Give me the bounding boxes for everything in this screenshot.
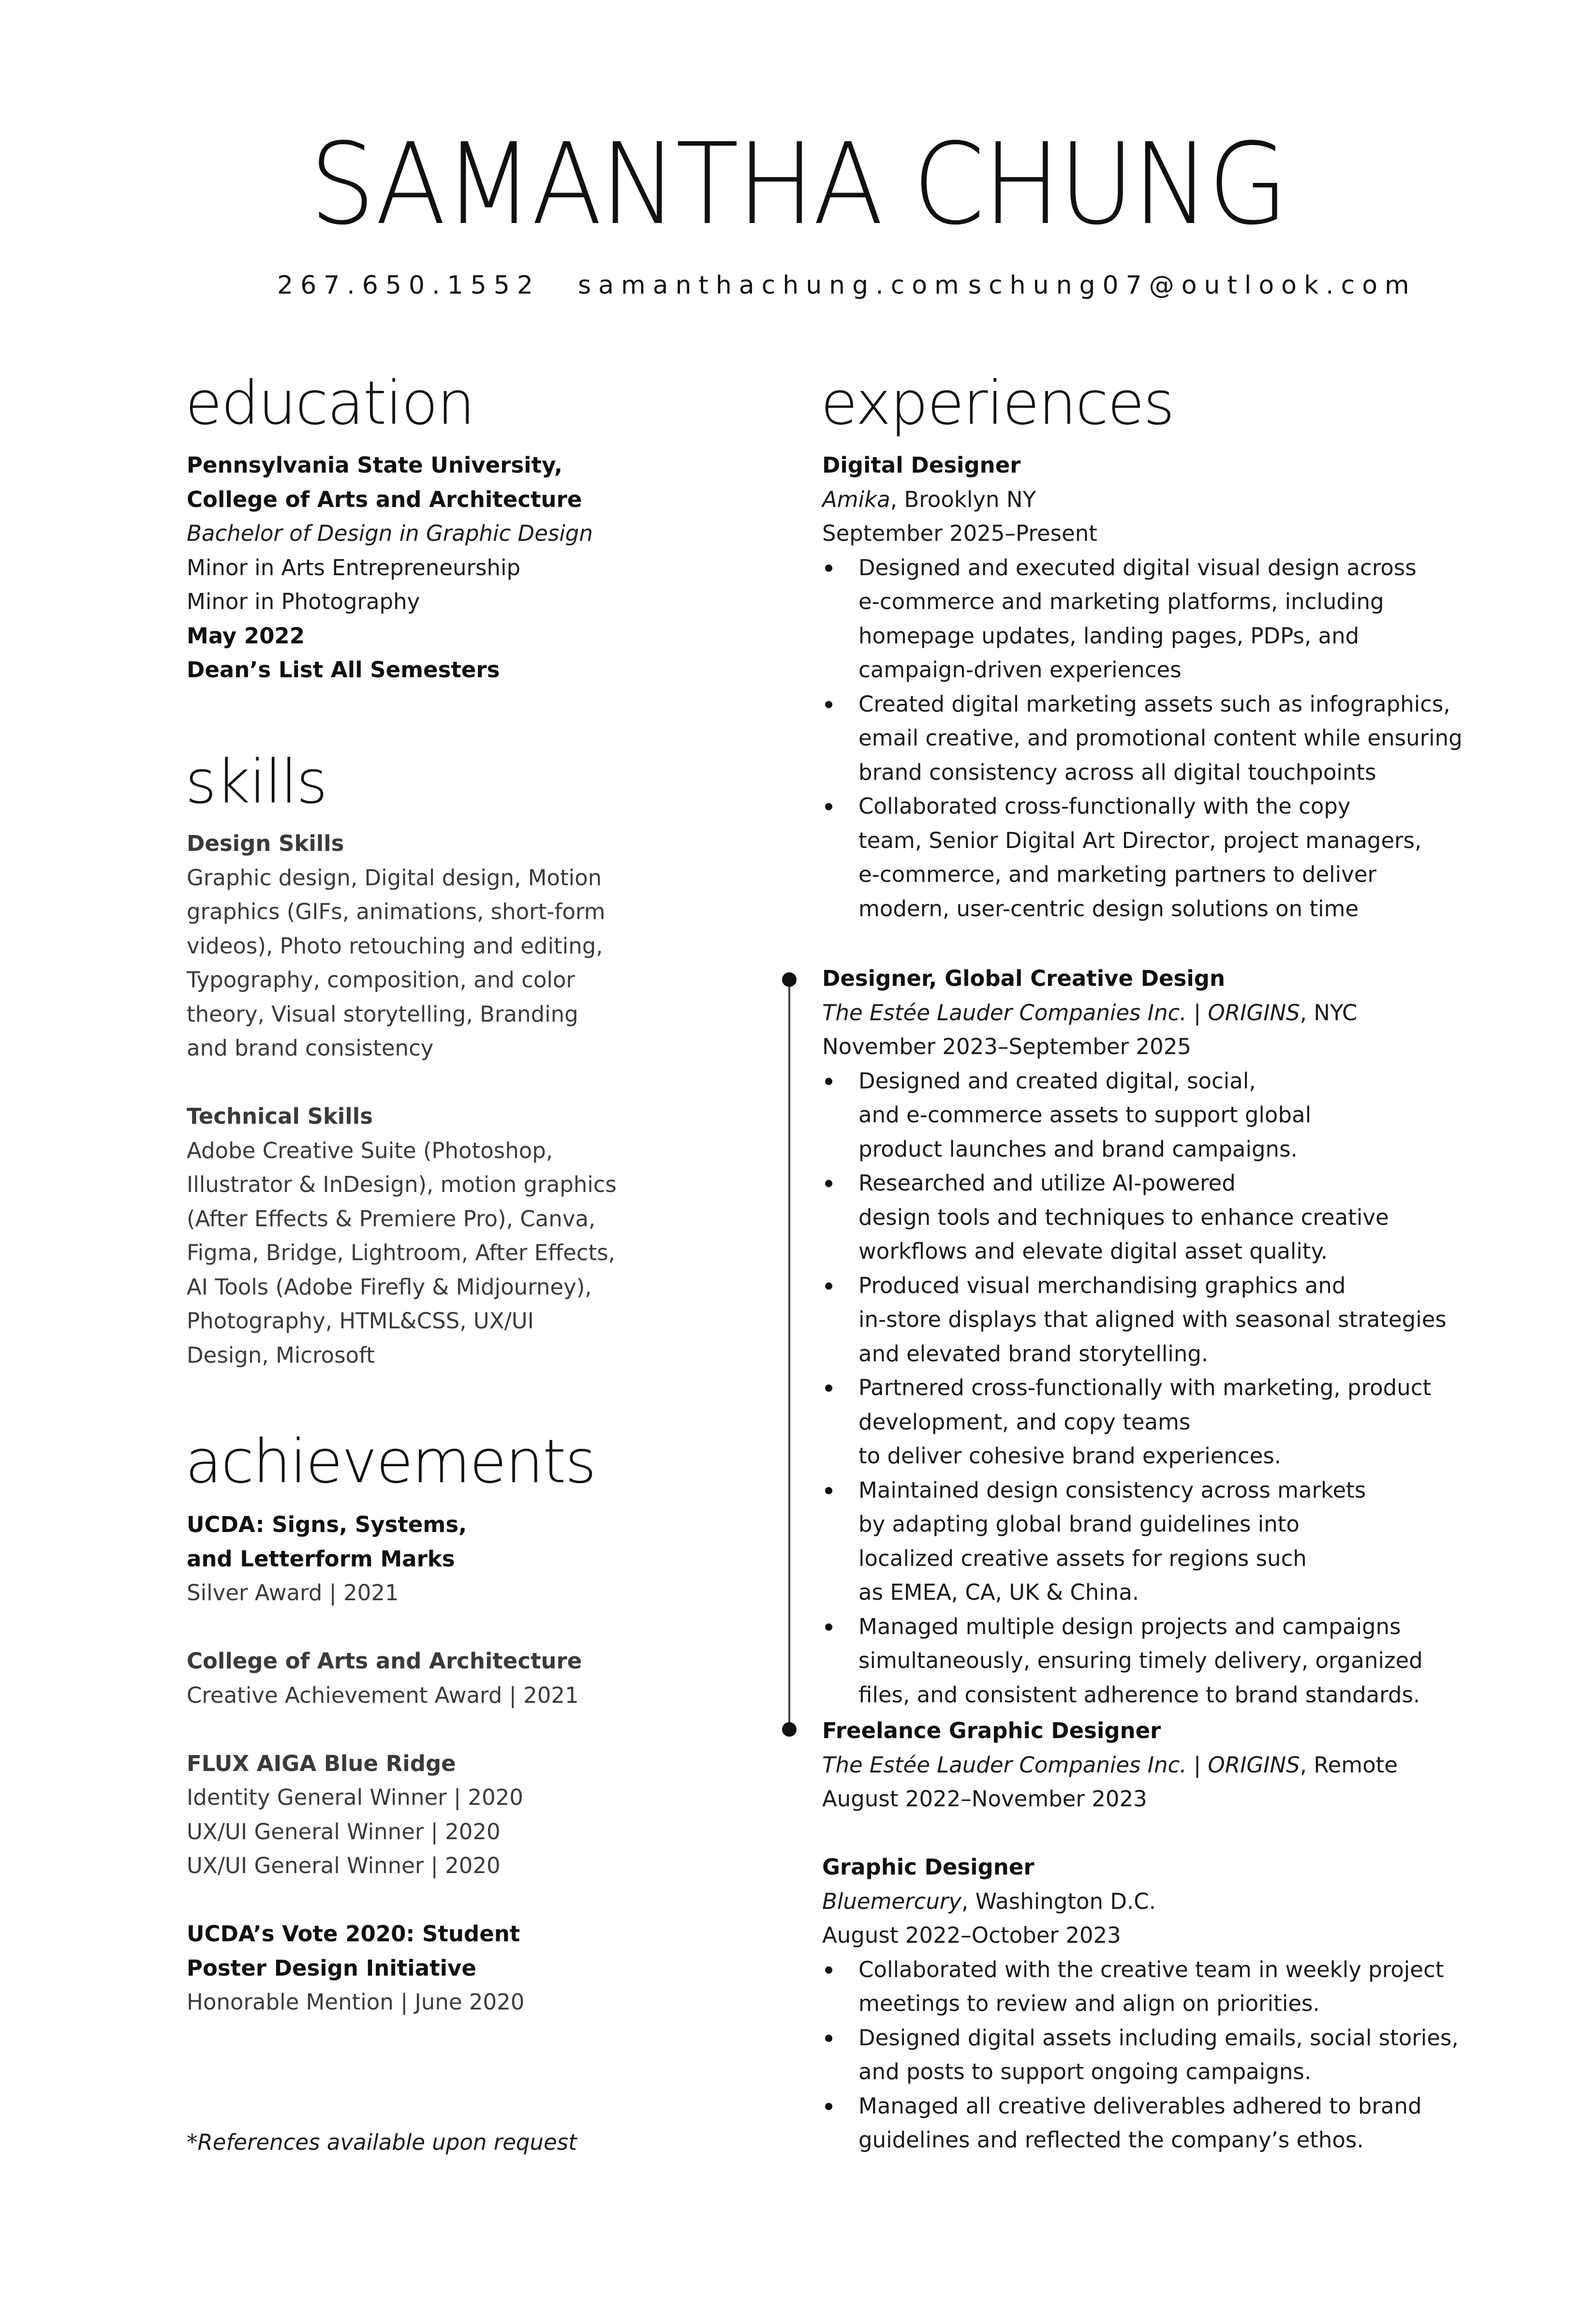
bullet-item: Created digital marketing assets such as infographics, email creative, and promotional content while ensuring brand consistency across all digital touchpoints [822, 687, 1463, 790]
job-bullets [822, 1953, 1459, 2158]
skill-line: AI Tools (Adobe Firefly & Midjourney), [187, 1274, 592, 1300]
skill-line: and brand consistency [187, 1035, 434, 1061]
achievement-name: FLUX AIGA Blue Ridge [187, 1750, 456, 1776]
bullet-item: Designed digital assets including emails, social stories, and posts to support ongoing campaigns. [822, 2021, 1459, 2089]
job-dates: August 2022–November 2023 [822, 1786, 1147, 1812]
education-heading: education [185, 369, 474, 438]
timeline-dot [782, 972, 797, 987]
bullet-item: Partnered cross-functionally with marketing, product development, and copy teams to deliver cohesive brand experiences. [822, 1371, 1447, 1474]
skills-block [187, 827, 617, 1372]
design-skills-heading: Design Skills [187, 831, 344, 856]
job-digital-designer [822, 448, 1463, 926]
minor: Minor in Photography [187, 589, 420, 614]
bullet-item: Designed and created digital, social, and e-commerce assets to support global product launches and brand campaigns. [822, 1064, 1447, 1167]
job-company: The Estée Lauder Companies Inc. | ORIGINS [822, 999, 1300, 1026]
bullet-item: Designed and executed digital visual design across e-commerce and marketing platforms, including homepage updates, landing pages, PDPs, and campaign-driven experiences [822, 551, 1463, 687]
graduation-date: May 2022 [187, 623, 305, 649]
candidate-name: SAMANTHA CHUNG [310, 119, 1286, 250]
skills-heading: skills [185, 747, 327, 817]
achievement-award: Silver Award | 2021 [187, 1580, 399, 1606]
bullet-item: Researched and utilize AI-powered design tools and techniques to enhance creative workflows and elevate digital asset quality. [822, 1166, 1447, 1269]
achievement-name: UCDA’s Vote 2020: Student [187, 1921, 520, 1947]
job-role: Designer, Global Creative Design [822, 966, 1226, 991]
email-address: schung07@outlook.com [968, 271, 1417, 300]
skill-line: Graphic design, Digital design, Motion [187, 864, 602, 891]
technical-skills-heading: Technical Skills [187, 1103, 373, 1129]
achievement-name: and Letterform Marks [187, 1546, 455, 1572]
timeline-line [788, 981, 790, 1728]
job-company: The Estée Lauder Companies Inc. | ORIGINS [822, 1752, 1300, 1778]
job-bullets [822, 1064, 1447, 1712]
job-dates: November 2023–September 2025 [822, 1034, 1191, 1059]
bullet-item: Managed all creative deliverables adhered to brand guidelines and reflected the company’s ethos. [822, 2089, 1459, 2158]
bullet-item: Produced visual merchandising graphics and in-store displays that aligned with seasonal strategies and elevated brand storytelling. [822, 1269, 1447, 1371]
achievement-award: UX/UI General Winner | 2020 [187, 1853, 501, 1878]
skill-line: Adobe Creative Suite (Photoshop, [187, 1137, 553, 1163]
education-block [187, 448, 593, 687]
job-location: , Brooklyn NY [890, 486, 1036, 512]
job-global-creative-design [822, 962, 1447, 1712]
skill-line: Figma, Bridge, Lightroom, After Effects, [187, 1240, 615, 1265]
job-location: , Washington D.C. [961, 1888, 1156, 1914]
achievement-award: Honorable Mention | June 2020 [187, 1989, 525, 2015]
bullet-item: Collaborated cross-functionally with the copy team, Senior Digital Art Director, project managers, e-commerce, and marketing partners to deliver modern, user-centric design solutions on time [822, 789, 1463, 926]
job-bullets [822, 551, 1463, 926]
job-role: Graphic Designer [822, 1854, 1034, 1880]
bullet-item: Collaborated with the creative team in weekly project meetings to review and align on priorities. [822, 1953, 1459, 2021]
achievement-name: College of Arts and Architecture [187, 1648, 582, 1674]
job-location: , Remote [1300, 1752, 1398, 1778]
skill-line: Photography, HTML&CSS, UX/UI [187, 1308, 534, 1334]
website: samanthachung.com [578, 271, 966, 300]
bullet-item: Managed multiple design projects and campaigns simultaneously, ensuring timely delivery, organized files, and consistent adherence to brand standards. [822, 1610, 1447, 1712]
job-graphic-designer [822, 1850, 1459, 2158]
school-name: Pennsylvania State University, [187, 452, 562, 478]
skill-line: graphics (GIFs, animations, short-form [187, 899, 606, 924]
skill-line: theory, Visual storytelling, Branding [187, 1001, 578, 1027]
achievement-award: Creative Achievement Award | 2021 [187, 1682, 579, 1708]
job-dates: August 2022–October 2023 [822, 1922, 1121, 1948]
phone-number: 267.650.1552 [277, 271, 540, 300]
achievement-name: UCDA: Signs, Systems, [187, 1512, 467, 1537]
job-role: Digital Designer [822, 452, 1021, 478]
honors: Dean’s List All Semesters [187, 657, 500, 683]
job-freelance-graphic-designer [822, 1714, 1398, 1816]
job-company: Amika [822, 486, 890, 512]
skill-line: (After Effects & Premiere Pro), Canva, [187, 1206, 596, 1232]
job-location: , NYC [1300, 999, 1358, 1026]
job-company: Bluemercury [822, 1888, 961, 1914]
skill-line: Illustrator & InDesign), motion graphics [187, 1172, 617, 1197]
college-name: College of Arts and Architecture [187, 486, 582, 512]
timeline-dot [782, 1722, 797, 1737]
bullet-item: Maintained design consistency across markets by adapting global brand guidelines into localized creative assets for regions such as EMEA, CA, UK & China. [822, 1474, 1447, 1610]
achievements-heading: achievements [185, 1427, 596, 1497]
experiences-heading: experiences [821, 369, 1174, 438]
job-dates: September 2025–Present [822, 521, 1097, 546]
skill-line: videos), Photo retouching and editing, [187, 933, 603, 959]
skill-line: Typography, composition, and color [187, 967, 575, 993]
achievement-award: Identity General Winner | 2020 [187, 1785, 523, 1810]
achievements-block [187, 1508, 582, 2020]
degree: Bachelor of Design in Graphic Design [187, 521, 593, 546]
references-note: *References available upon request [187, 2129, 577, 2155]
achievement-award: UX/UI General Winner | 2020 [187, 1818, 501, 1845]
minor: Minor in Arts Entrepreneurship [187, 554, 521, 580]
achievement-name: Poster Design Initiative [187, 1955, 476, 1981]
job-role: Freelance Graphic Designer [822, 1718, 1161, 1743]
skill-line: Design, Microsoft [187, 1342, 375, 1368]
